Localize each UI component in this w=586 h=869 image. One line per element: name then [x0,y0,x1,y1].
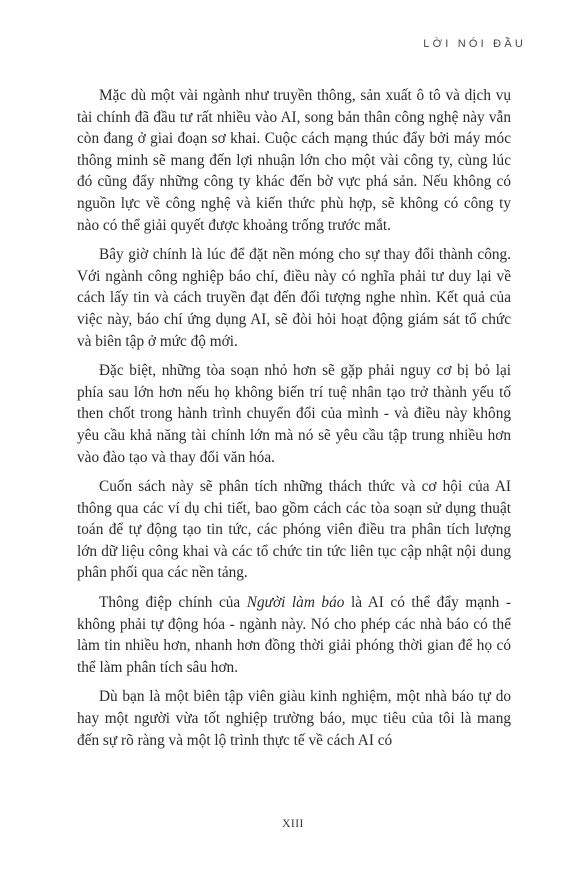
page-number: XIII [282,818,304,830]
paragraph-2: Bây giờ chính là lúc để đặt nền móng cho sự thay đổi thành công. Với ngành công nghiệp báo chí, điều này có nghĩa phải tư duy lại về cách lấy tin và cách truyền đạt đến đối tượng nghe nhìn. Kết quả của việc này, báo chí ứng dụng AI, sẽ đòi hỏi hoạt động giám sát tổ chức và biên tập ở mức độ mới. [77,246,511,350]
book-title-italic: Người làm báo [246,594,345,612]
body-text [77,85,511,759]
paragraph-5-text-before: Thông điệp chính của [99,594,247,612]
paragraph-5-text-after: là AI có thể đẩy mạnh - không phải tự động hóa - ngành này. Nó cho phép các nhà báo có thể làm tin nhiều hơn, nhanh hơn đồng thời giải phóng thời gian để họ có thể làm phân tích sâu hơn. [77,594,511,676]
paragraph-4: Cuốn sách này sẽ phân tích những thách thức và cơ hội của AI thông qua các ví dụ chi tiết, bao gồm cách các tòa soạn sử dụng thuật toán để tự động tạo tin tức, các phóng viên điều tra phân tích lượng lớn dữ liệu công khai và các tổ chức tin tức liên tục cập nhật nội dung phân phối qua các nền tảng. [77,478,511,582]
running-header: LỜI NÓI ĐẦU [423,38,526,50]
paragraph-6: Dù bạn là một biên tập viên giàu kinh nghiệm, một nhà báo tự do hay một người vừa tốt nghiệp trường báo, mục tiêu của tôi là mang đến sự rõ ràng và một lộ trình thực tế về cách AI có [77,688,511,749]
paragraph-1: Mặc dù một vài ngành như truyền thông, sản xuất ô tô và dịch vụ tài chính đã đầu tư rất nhiều vào AI, song bản thân công nghệ này vẫn còn đang ở giai đoạn sơ khai. Cuộc cách mạng thúc đẩy bởi máy móc thông minh sẽ mang đến lợi nhuận lớn cho một vài công ty, cùng lúc đó cũng đẩy những công ty khác đến bờ vực phá sản. Nếu không có nguồn lực về công nghệ và kiến thức phù hợp, sẽ không có công ty nào có thể giải quyết được khoảng trống trước mắt. [77,87,511,234]
paragraph-5 [77,592,511,678]
paragraph-3: Đặc biệt, những tòa soạn nhỏ hơn sẽ gặp phải nguy cơ bị bỏ lại phía sau lớn hơn nếu họ không biến trí tuệ nhân tạo trở thành yếu tố then chốt trong hành trình chuyển đổi của mình - và điều này không yêu cầu khả năng tài chính lớn mà nó sẽ yêu cầu tập trung nhiều hơn vào đào tạo và thay đổi văn hóa. [77,362,511,466]
